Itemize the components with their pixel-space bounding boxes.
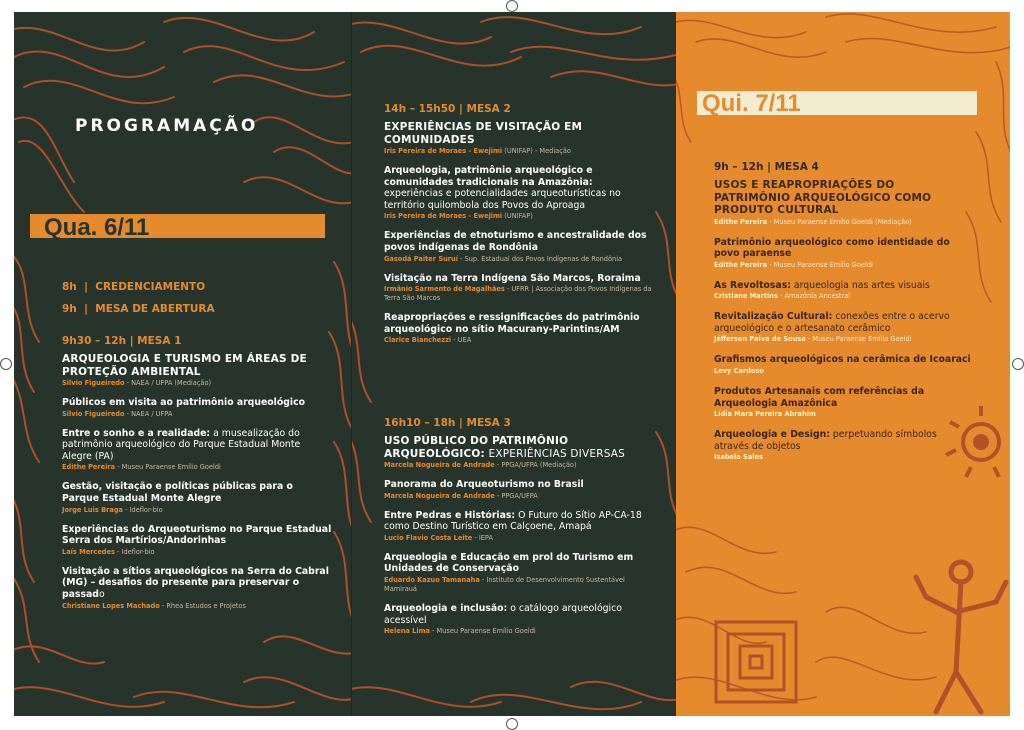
day-label: Qui. 7/11 [702,90,801,117]
mesa1-mediator: Silvio Figueiredo - NAEA / UFPA (Mediação) [62,379,212,387]
figure-glyph [916,562,1006,712]
talk: Entre o sonho e a realidade: a musealização do patrimônio arqueológico do Parque Estadual Monte Alegre (PA) Edithe Pereira - Museu Paraense Emílio Goeldi [62,427,301,472]
talk: Experiências do Arqueoturismo no Parque Estadual Serra dos Martírios/Andorinhas Laís Mercedes - Ideflor-bio [62,523,332,556]
spiral-glyph [716,622,796,702]
mesa2 [384,102,654,345]
fold-line [351,12,352,716]
talk: Panorama do Arqueoturismo no Brasil Marcela Nogueira de Andrade - PPGA/UFPA [384,479,584,500]
talk: Arqueologia e Design: perpetuando símbolos através de objetos Isabela Sales [714,429,937,462]
talk: Arqueologia e Educação em prol do Turismo em Unidades de Conservação Eduardo Kazuo Tamanaha - Instituto de Desenvolvimento Sustentável Mamirauá [384,551,634,593]
mesa2-mediator: Iris Pereira de Moraes - Ewejimi (UNIFAP) - Mediação [384,147,571,155]
registration-mark-icon [506,718,518,730]
mesa2-title: EXPERIÊNCIAS DE VISITAÇÃO EM COMUNIDADES [384,121,583,146]
page-title: PROGRAMAÇÃO [75,116,259,136]
talk: As Revoltosas: arqueologia nas artes visuais Cristiane Martins - Amazônia Ancestral [714,279,930,301]
registration-mark-icon [1012,358,1024,370]
talk: Visitação a sítios arqueológicos na Serra do Cabral (MG) – desafios do presente para preservar o passado Christiane Lopes Machado - Rhea Estudos e Projetos [62,565,329,610]
item-credenciamento: 8h | CREDENCIAMENTO [62,281,206,293]
mesa4-header: 9h – 12h | MESA 4 [714,161,819,173]
day-banner-wed [30,214,325,241]
talk: Revitalização Cultural: conexões entre o acervo arqueológico e o artesanato cerâmico Jéfferson Paiva de Sousa - Museu Paraense Emílio Goeldi [714,311,950,344]
mesa1-title: ARQUEOLOGIA E TURISMO EM ÁREAS DE PROTEÇÃO AMBIENTAL [62,353,307,378]
talk: Reapropriações e ressignificações do patrimônio arqueológico no sítio Macurany-Parintins/AM Clarice Bianchezzi - UEA [384,312,640,345]
mesa1-header: 9h30 – 12h | MESA 1 [62,335,182,347]
item-abertura: 9h | MESA DE ABERTURA [62,303,215,315]
program-sheet [0,12,1024,716]
talk: Públicos em visita ao patrimônio arqueológico Silvio Figueiredo - NAEA / UFPA [62,397,305,418]
mesa3-mediator: Marcela Nogueira de Andrade - PPGA/UFPA (Mediação) [384,461,577,469]
mesa4-title: USOS E REAPROPRIAÇÕES DO PATRIMÔNIO ARQUEOLÓGICO COMO PRODUTO CULTURAL [714,179,932,216]
mesa4 [714,160,974,462]
talk: Arqueologia, patrimônio arqueológico e comunidades tradicionais na Amazônia: experiências e potencialidades arqueoturísticas no território quilombola dos Povos do Aproaga Iris Pereira de Moraes - Ewejimi (UNIFAP) [384,165,621,221]
talk: Patrimônio arqueológico como identidade do povo paraense Edithe Pereira - Museu Paraense Emílio Goeldi [714,236,950,269]
talk: Visitação na Terra Indígena São Marcos, Roraima Irmânio Sarmento de Magalhães - UFRR | Associação dos Povos Indígenas da Terra São Marcos [384,272,652,303]
day-label: Qua. 6/11 [44,214,150,241]
mesa3 [384,416,654,636]
day-banner-thu [697,91,977,115]
mesa3-title: USO PÚBLICO DO PATRIMÔNIO ARQUEOLÓGICO: EXPERIÊNCIAS DIVERSAS [384,435,625,460]
talk: Arqueologia e inclusão: o catálogo arqueológico acessível Helena Lima - Museu Paraense Emílio Goeldi [384,602,622,636]
talk: Gestão, visitação e políticas públicas para o Parque Estadual Monte Alegre Jorge Luis Braga - Ideflor-bio [62,481,293,514]
mesa3-header: 16h10 – 18h | MESA 3 [384,417,511,429]
registration-mark-icon [0,358,12,370]
mesa2-header: 14h – 15h50 | MESA 2 [384,103,511,115]
mesa1 [62,334,332,611]
talk: Grafismos arqueológicos na cerâmica de Icoaraci Levy Cardoso [714,354,971,376]
opening-items [62,280,332,316]
registration-mark-icon [506,0,518,12]
talk: Produtos Artesanais com referências da Arqueologia Amazônica Lídia Mara Pereira Abrahim [714,386,925,419]
talk: Experiências de etnoturismo e ancestralidade dos povos indígenas de Rondônia Gasodá Paiter Suruí - Sup. Estadual dos Povos Indígenas de Rondônia [384,230,647,263]
talk: Entre Pedras e Histórias: O Futuro do Sítio AP-CA-18 como Destino Turístico em Calçoene, Amapá Lucio Flavio Costa Leite - IEPA [384,509,642,542]
mesa4-mediator: Edithe Pereira - Museu Paraense Emílio Goeldi (Mediação) [714,217,912,226]
